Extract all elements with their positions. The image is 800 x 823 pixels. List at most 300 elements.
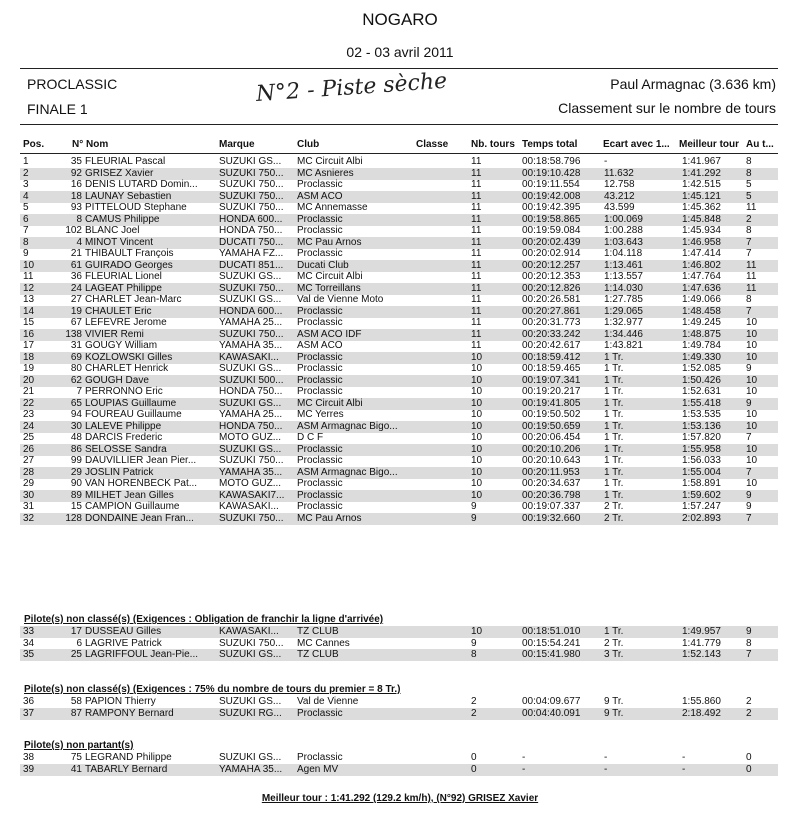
marque-cell: DUCATI 750... bbox=[219, 236, 284, 248]
pos-cell: 34 bbox=[23, 637, 35, 649]
club-cell: TZ CLUB bbox=[297, 649, 339, 660]
table-row bbox=[20, 386, 778, 398]
gap-cell: 9 Tr. bbox=[604, 696, 624, 707]
name-cell: DUSSEAU Gilles bbox=[85, 626, 162, 637]
name-cell: JOSLIN Patrick bbox=[85, 466, 154, 478]
laps-cell: 10 bbox=[471, 409, 483, 420]
name-cell: CHARLET Henrick bbox=[85, 363, 169, 374]
marque-cell: YAMAHA 25... bbox=[219, 409, 283, 420]
gap-cell: 1 Tr. bbox=[604, 466, 624, 478]
best-lap-cell: 1:41.292 bbox=[682, 167, 721, 179]
table-row bbox=[20, 455, 778, 467]
laps-cell: 2 bbox=[471, 707, 477, 719]
total-time-cell: 00:18:59.465 bbox=[522, 363, 581, 374]
name-cell: DONDAINE Jean Fran... bbox=[85, 512, 194, 524]
total-time-cell: 00:19:59.084 bbox=[522, 225, 581, 236]
gap-cell: 1:00.288 bbox=[604, 225, 643, 236]
pos-cell: 31 bbox=[23, 501, 35, 512]
laps-cell: 11 bbox=[471, 282, 482, 294]
table-row bbox=[20, 237, 778, 249]
pos-cell: 32 bbox=[23, 512, 35, 524]
gap-cell: 12.758 bbox=[604, 179, 635, 190]
gap-cell: - bbox=[604, 763, 608, 775]
marque-cell: SUZUKI 750... bbox=[219, 202, 284, 213]
club-cell: Proclassic bbox=[297, 386, 343, 397]
laps-cell: 11 bbox=[471, 317, 482, 328]
club-cell: Proclassic bbox=[297, 752, 343, 763]
number-cell: 30 bbox=[70, 420, 82, 432]
name-cell: KOZLOWSKI Gilles bbox=[85, 351, 173, 363]
marque-cell: KAWASAKI... bbox=[219, 626, 279, 637]
number-cell: 41 bbox=[70, 763, 82, 775]
marque-cell: YAMAHA FZ... bbox=[219, 248, 284, 259]
number-cell: 24 bbox=[70, 282, 82, 294]
laps-cell: 9 bbox=[471, 637, 477, 649]
gap-cell: 1:04.118 bbox=[604, 248, 643, 259]
number-cell: 61 bbox=[70, 259, 82, 271]
laps-cell: 11 bbox=[471, 202, 482, 213]
name-cell: CHAULET Eric bbox=[85, 305, 152, 317]
total-time-cell: - bbox=[522, 763, 526, 775]
laps-cell: 11 bbox=[471, 167, 482, 179]
name-cell: GOUGH Dave bbox=[85, 374, 149, 386]
number-cell: 75 bbox=[70, 752, 82, 763]
table-row bbox=[20, 352, 778, 364]
col-time: Temps total bbox=[522, 139, 578, 150]
pos-cell: 33 bbox=[23, 626, 35, 637]
table-row bbox=[20, 225, 778, 237]
event-dates: 02 - 03 avril 2011 bbox=[346, 44, 454, 60]
pos-cell: 7 bbox=[23, 225, 29, 236]
best-lap-cell: - bbox=[682, 763, 686, 775]
handwritten-note: N°2 - Piste sèche bbox=[255, 68, 448, 107]
marque-cell: MOTO GUZ... bbox=[219, 478, 282, 489]
pos-cell: 10 bbox=[23, 259, 35, 271]
col-marque: Marque bbox=[219, 139, 255, 150]
club-cell: MC Circuit Albi bbox=[297, 156, 363, 167]
pos-cell: 6 bbox=[23, 213, 29, 225]
laps-cell: 11 bbox=[471, 156, 482, 167]
gap-cell: 1:14.030 bbox=[604, 282, 643, 294]
total-time-cell: 00:20:06.454 bbox=[522, 432, 581, 443]
table-row bbox=[20, 168, 778, 180]
total-time-cell: 00:20:42.617 bbox=[522, 340, 581, 351]
table-row bbox=[20, 283, 778, 295]
gap-cell: 1:34.446 bbox=[604, 328, 643, 340]
pos-cell: 9 bbox=[23, 248, 29, 259]
best-lap-on-cell: 8 bbox=[746, 294, 752, 305]
laps-cell: 10 bbox=[471, 374, 483, 386]
number-cell: 31 bbox=[70, 340, 82, 351]
best-lap-on-cell: 9 bbox=[746, 363, 752, 374]
best-lap-cell: 1:52.085 bbox=[682, 363, 721, 374]
gap-cell: 3 Tr. bbox=[604, 649, 624, 660]
category-label: PROCLASSIC bbox=[27, 76, 118, 92]
gap-cell: 43.212 bbox=[604, 190, 635, 202]
pos-cell: 19 bbox=[23, 363, 35, 374]
club-cell: Val de Vienne Moto bbox=[297, 294, 384, 305]
club-cell: Val de Vienne bbox=[297, 696, 359, 707]
best-lap-on-cell: 8 bbox=[746, 637, 752, 649]
number-cell: 16 bbox=[70, 179, 82, 190]
best-lap-on-cell: 7 bbox=[746, 649, 752, 660]
club-cell: Proclassic bbox=[297, 707, 343, 719]
total-time-cell: 00:19:42.008 bbox=[522, 190, 581, 202]
gap-cell: 9 Tr. bbox=[604, 707, 624, 719]
number-cell: 36 bbox=[70, 271, 82, 282]
best-lap-cell: 1:47.764 bbox=[682, 271, 721, 282]
col-best: Meilleur tour bbox=[679, 139, 740, 150]
best-lap-cell: 1:42.515 bbox=[682, 179, 721, 190]
club-cell: TZ CLUB bbox=[297, 626, 339, 637]
total-time-cell: 00:15:41.980 bbox=[522, 649, 581, 660]
total-time-cell: 00:20:12.826 bbox=[522, 282, 581, 294]
total-time-cell: 00:18:58.796 bbox=[522, 156, 581, 167]
name-cell: VIVIER Remi bbox=[85, 328, 144, 340]
number-cell: 19 bbox=[70, 305, 82, 317]
name-cell: DARCIS Frederic bbox=[85, 432, 163, 443]
gap-cell: 1:00.069 bbox=[604, 213, 643, 225]
pos-cell: 13 bbox=[23, 294, 35, 305]
club-cell: D C F bbox=[297, 432, 324, 443]
number-cell: 65 bbox=[70, 397, 82, 409]
total-time-cell: 00:18:59.412 bbox=[522, 351, 581, 363]
best-lap-cell: 1:55.860 bbox=[682, 696, 721, 707]
section-title-non-starters: Pilote(s) non partant(s) bbox=[24, 740, 134, 751]
name-cell: CAMPION Guillaume bbox=[85, 501, 180, 512]
table-row bbox=[20, 248, 778, 260]
total-time-cell: 00:19:41.805 bbox=[522, 397, 581, 409]
best-lap-on-cell: 10 bbox=[746, 351, 758, 363]
laps-cell: 10 bbox=[471, 455, 483, 466]
table-row bbox=[20, 202, 778, 214]
laps-cell: 8 bbox=[471, 649, 477, 660]
pos-cell: 8 bbox=[23, 236, 29, 248]
name-cell: GRISEZ Xavier bbox=[85, 167, 154, 179]
gap-cell: 1:27.785 bbox=[604, 294, 643, 305]
best-lap-on-cell: 11 bbox=[746, 202, 757, 213]
laps-cell: 11 bbox=[471, 294, 482, 305]
gap-cell: 2 Tr. bbox=[604, 501, 624, 512]
best-lap-on-cell: 7 bbox=[746, 466, 752, 478]
marque-cell: KAWASAKI... bbox=[219, 351, 279, 363]
club-cell: ASM Armagnac Bigo... bbox=[297, 466, 398, 478]
club-cell: MC Torreillans bbox=[297, 282, 361, 294]
col-num-name: N° Nom bbox=[72, 139, 109, 150]
best-lap-on-cell: 10 bbox=[746, 374, 758, 386]
laps-cell: 11 bbox=[471, 340, 482, 351]
table-row bbox=[20, 708, 778, 720]
laps-cell: 11 bbox=[471, 213, 482, 225]
best-lap-on-cell: 0 bbox=[746, 763, 752, 775]
name-cell: GOUGY William bbox=[85, 340, 158, 351]
table-row bbox=[20, 294, 778, 306]
club-cell: MC Asnieres bbox=[297, 167, 354, 179]
table-row bbox=[20, 363, 778, 375]
pos-cell: 17 bbox=[23, 340, 35, 351]
total-time-cell: 00:20:26.581 bbox=[522, 294, 581, 305]
marque-cell: YAMAHA 35... bbox=[219, 340, 283, 351]
marque-cell: YAMAHA 35... bbox=[219, 763, 283, 775]
gap-cell: 1 Tr. bbox=[604, 363, 624, 374]
total-time-cell: 00:19:11.554 bbox=[522, 179, 580, 190]
best-lap-on-cell: 11 bbox=[746, 282, 757, 294]
club-cell: MC Yerres bbox=[297, 409, 344, 420]
marque-cell: YAMAHA 25... bbox=[219, 317, 283, 328]
pos-cell: 20 bbox=[23, 374, 35, 386]
club-cell: MC Circuit Albi bbox=[297, 271, 363, 282]
club-cell: MC Circuit Albi bbox=[297, 397, 363, 409]
best-lap-cell: - bbox=[682, 752, 686, 763]
total-time-cell: 00:19:20.217 bbox=[522, 386, 581, 397]
pos-cell: 37 bbox=[23, 707, 35, 719]
laps-cell: 9 bbox=[471, 501, 477, 512]
number-cell: 62 bbox=[70, 374, 82, 386]
total-time-cell: 00:19:58.865 bbox=[522, 213, 581, 225]
laps-cell: 10 bbox=[471, 478, 483, 489]
total-time-cell: 00:19:50.502 bbox=[522, 409, 581, 420]
section-title-not-classified-finish: Pilote(s) non classé(s) (Exigences : Obligation de franchir la ligne d'arrivée) bbox=[24, 614, 384, 625]
name-cell: BLANC Joel bbox=[85, 225, 140, 236]
total-time-cell: 00:04:09.677 bbox=[522, 696, 581, 707]
laps-cell: 10 bbox=[471, 397, 483, 409]
marque-cell: SUZUKI GS... bbox=[219, 443, 282, 455]
best-lap-cell: 1:41.967 bbox=[682, 156, 721, 167]
laps-cell: 10 bbox=[471, 386, 483, 397]
total-time-cell: 00:20:11.953 bbox=[522, 466, 580, 478]
name-cell: MILHET Jean Gilles bbox=[85, 489, 174, 501]
marque-cell: KAWASAKI... bbox=[219, 501, 279, 512]
laps-cell: 10 bbox=[471, 489, 483, 501]
pos-cell: 3 bbox=[23, 179, 29, 190]
total-time-cell: 00:19:07.337 bbox=[522, 501, 581, 512]
table-header-divider bbox=[20, 153, 778, 154]
pos-cell: 39 bbox=[23, 763, 35, 775]
total-time-cell: 00:20:02.439 bbox=[522, 236, 581, 248]
best-lap-cell: 1:52.631 bbox=[682, 386, 721, 397]
table-row bbox=[20, 752, 778, 764]
laps-cell: 11 bbox=[471, 225, 482, 236]
number-cell: 4 bbox=[76, 236, 82, 248]
laps-cell: 11 bbox=[471, 236, 482, 248]
name-cell: LEFEVRE Jerome bbox=[85, 317, 167, 328]
club-cell: Proclassic bbox=[297, 374, 343, 386]
total-time-cell: 00:20:31.773 bbox=[522, 317, 581, 328]
marque-cell: SUZUKI GS... bbox=[219, 271, 282, 282]
total-time-cell: 00:04:40.091 bbox=[522, 707, 581, 719]
number-cell: 35 bbox=[70, 156, 82, 167]
club-cell: MC Pau Arnos bbox=[297, 236, 362, 248]
name-cell: PAPION Thierry bbox=[85, 696, 156, 707]
marque-cell: MOTO GUZ... bbox=[219, 432, 282, 443]
best-lap-on-cell: 11 bbox=[746, 259, 757, 271]
laps-cell: 11 bbox=[471, 190, 482, 202]
best-lap-footer: Meilleur tour : 1:41.292 (129.2 km/h), (N°92) GRISEZ Xavier bbox=[261, 793, 539, 804]
best-lap-cell: 1:41.779 bbox=[682, 637, 721, 649]
laps-cell: 0 bbox=[471, 763, 477, 775]
laps-cell: 11 bbox=[471, 305, 482, 317]
best-lap-cell: 1:47.636 bbox=[682, 282, 721, 294]
col-ecart: Ecart avec 1... bbox=[603, 139, 670, 150]
total-time-cell: 00:20:27.861 bbox=[522, 305, 581, 317]
name-cell: LAGEAT Philippe bbox=[85, 282, 162, 294]
best-lap-cell: 1:45.934 bbox=[682, 225, 721, 236]
best-lap-on-cell: 10 bbox=[746, 478, 758, 489]
club-cell: Proclassic bbox=[297, 363, 343, 374]
club-cell: Proclassic bbox=[297, 248, 343, 259]
marque-cell: SUZUKI GS... bbox=[219, 397, 282, 409]
best-lap-cell: 1:47.414 bbox=[682, 248, 721, 259]
marque-cell: YAMAHA 35... bbox=[219, 466, 283, 478]
marque-cell: HONDA 600... bbox=[219, 305, 283, 317]
name-cell: THIBAULT François bbox=[85, 248, 174, 259]
name-cell: LEGRAND Philippe bbox=[85, 752, 172, 763]
pos-cell: 26 bbox=[23, 443, 35, 455]
total-time-cell: 00:20:33.242 bbox=[522, 328, 581, 340]
gap-cell: 1:29.065 bbox=[604, 305, 643, 317]
pos-cell: 1 bbox=[23, 156, 29, 167]
gap-cell: 1:43.821 bbox=[604, 340, 643, 351]
name-cell: CHARLET Jean-Marc bbox=[85, 294, 182, 305]
club-cell: MC Cannes bbox=[297, 637, 350, 649]
number-cell: 128 bbox=[65, 512, 82, 524]
gap-cell: 2 Tr. bbox=[604, 637, 624, 649]
laps-cell: 11 bbox=[471, 259, 482, 271]
gap-cell: 1 Tr. bbox=[604, 420, 624, 432]
best-lap-cell: 1:45.848 bbox=[682, 213, 721, 225]
club-cell: ASM Armagnac Bigo... bbox=[297, 420, 398, 432]
table-row bbox=[20, 490, 778, 502]
number-cell: 93 bbox=[70, 202, 82, 213]
table-row bbox=[20, 421, 778, 433]
circuit-label: Paul Armagnac (3.636 km) bbox=[610, 76, 776, 92]
name-cell: FLEURIAL Pascal bbox=[85, 156, 166, 167]
pos-cell: 15 bbox=[23, 317, 35, 328]
best-lap-on-cell: 10 bbox=[746, 420, 758, 432]
total-time-cell: 00:19:07.341 bbox=[522, 374, 581, 386]
table-row bbox=[20, 444, 778, 456]
best-lap-on-cell: 7 bbox=[746, 512, 752, 524]
best-lap-on-cell: 9 bbox=[746, 501, 752, 512]
pos-cell: 36 bbox=[23, 696, 35, 707]
table-row bbox=[20, 214, 778, 226]
best-lap-cell: 1:45.121 bbox=[682, 190, 721, 202]
club-cell: Proclassic bbox=[297, 225, 343, 236]
club-cell: Agen MV bbox=[297, 763, 339, 775]
pos-cell: 28 bbox=[23, 466, 35, 478]
best-lap-cell: 2:18.492 bbox=[682, 707, 721, 719]
gap-cell: 1 Tr. bbox=[604, 374, 624, 386]
marque-cell: SUZUKI 750... bbox=[219, 637, 284, 649]
laps-cell: 10 bbox=[471, 420, 483, 432]
club-cell: Proclassic bbox=[297, 501, 343, 512]
marque-cell: SUZUKI RG... bbox=[219, 707, 282, 719]
number-cell: 102 bbox=[65, 225, 82, 236]
number-cell: 6 bbox=[76, 637, 82, 649]
best-lap-on-cell: 7 bbox=[746, 305, 752, 317]
best-lap-cell: 1:59.602 bbox=[682, 489, 721, 501]
marque-cell: SUZUKI GS... bbox=[219, 752, 282, 763]
best-lap-on-cell: 10 bbox=[746, 443, 758, 455]
number-cell: 18 bbox=[70, 190, 82, 202]
number-cell: 17 bbox=[70, 626, 82, 637]
gap-cell: 1 Tr. bbox=[604, 489, 624, 501]
pos-cell: 4 bbox=[23, 190, 29, 202]
pos-cell: 21 bbox=[23, 386, 35, 397]
gap-cell: 1:13.461 bbox=[604, 259, 643, 271]
best-lap-on-cell: 2 bbox=[746, 707, 752, 719]
col-tours: Nb. tours bbox=[471, 139, 515, 150]
club-cell: MC Annemasse bbox=[297, 202, 368, 213]
best-lap-on-cell: 5 bbox=[746, 179, 752, 190]
best-lap-cell: 1:48.458 bbox=[682, 305, 721, 317]
col-au: Au t... bbox=[746, 139, 774, 150]
total-time-cell: 00:20:10.643 bbox=[522, 455, 581, 466]
pos-cell: 24 bbox=[23, 420, 35, 432]
best-lap-cell: 1:46.958 bbox=[682, 236, 721, 248]
number-cell: 94 bbox=[70, 409, 82, 420]
gap-cell: 11.632 bbox=[604, 167, 634, 179]
total-time-cell: 00:18:51.010 bbox=[522, 626, 581, 637]
table-row bbox=[20, 696, 778, 708]
marque-cell: SUZUKI 750... bbox=[219, 512, 284, 524]
gap-cell: 1 Tr. bbox=[604, 455, 624, 466]
best-lap-on-cell: 10 bbox=[746, 409, 758, 420]
total-time-cell: 00:19:10.428 bbox=[522, 167, 581, 179]
table-row bbox=[20, 179, 778, 191]
name-cell: PERRONNO Eric bbox=[85, 386, 163, 397]
marque-cell: SUZUKI GS... bbox=[219, 156, 282, 167]
number-cell: 86 bbox=[70, 443, 82, 455]
marque-cell: HONDA 600... bbox=[219, 213, 283, 225]
marque-cell: KAWASAKI7... bbox=[219, 489, 285, 501]
gap-cell: - bbox=[604, 752, 608, 763]
gap-cell: 2 Tr. bbox=[604, 512, 624, 524]
pos-cell: 38 bbox=[23, 752, 35, 763]
gap-cell: 1 Tr. bbox=[604, 397, 624, 409]
name-cell: DAUVILLIER Jean Pier... bbox=[85, 455, 197, 466]
number-cell: 69 bbox=[70, 351, 82, 363]
number-cell: 27 bbox=[70, 294, 82, 305]
col-classe: Classe bbox=[416, 139, 449, 150]
gap-cell: 1:03.643 bbox=[604, 236, 643, 248]
total-time-cell: 00:15:54.241 bbox=[522, 637, 581, 649]
name-cell: LAGRIFFOUL Jean-Pie... bbox=[85, 649, 198, 660]
marque-cell: SUZUKI 750... bbox=[219, 455, 284, 466]
marque-cell: SUZUKI GS... bbox=[219, 649, 282, 660]
name-cell: LALEVE Philippe bbox=[85, 420, 162, 432]
total-time-cell: - bbox=[522, 752, 526, 763]
total-time-cell: 00:20:36.798 bbox=[522, 489, 581, 501]
best-lap-on-cell: 8 bbox=[746, 156, 752, 167]
pos-cell: 16 bbox=[23, 328, 35, 340]
marque-cell: SUZUKI GS... bbox=[219, 294, 282, 305]
marque-cell: SUZUKI GS... bbox=[219, 696, 282, 707]
table-row bbox=[20, 329, 778, 341]
name-cell: LAUNAY Sebastien bbox=[85, 190, 172, 202]
ranking-type: Classement sur le nombre de tours bbox=[558, 100, 776, 116]
laps-cell: 0 bbox=[471, 752, 477, 763]
pos-cell: 18 bbox=[23, 351, 35, 363]
gap-cell: 1:32.977 bbox=[604, 317, 643, 328]
club-cell: Proclassic bbox=[297, 489, 343, 501]
marque-cell: SUZUKI 750... bbox=[219, 282, 284, 294]
pos-cell: 30 bbox=[23, 489, 35, 501]
table-row bbox=[20, 375, 778, 387]
table-row bbox=[20, 501, 778, 513]
best-lap-on-cell: 8 bbox=[746, 167, 752, 179]
best-lap-cell: 1:49.066 bbox=[682, 294, 721, 305]
